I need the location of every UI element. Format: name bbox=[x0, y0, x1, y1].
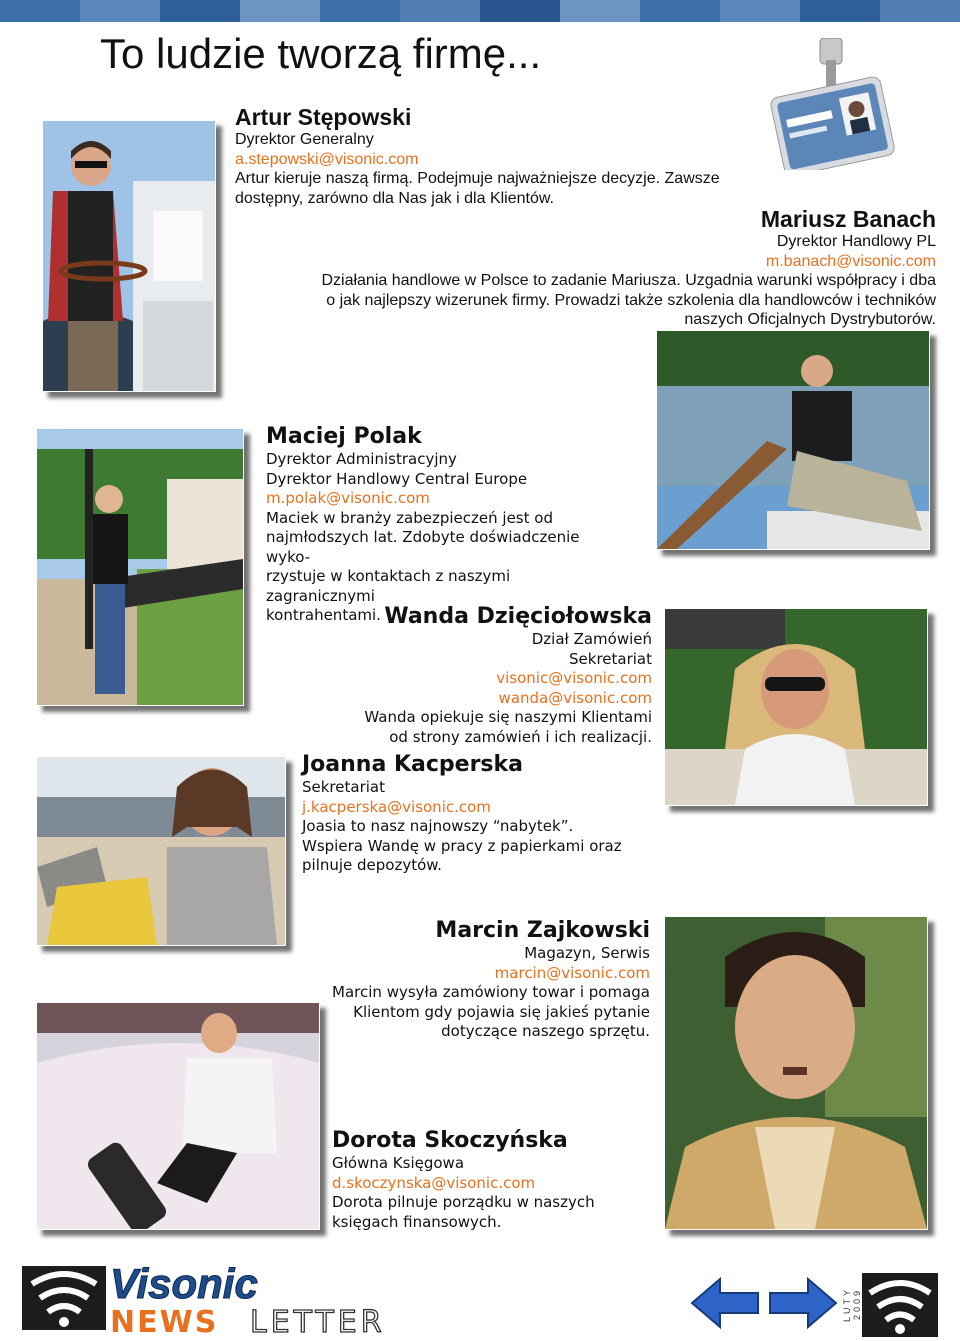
email-link[interactable]: marcin@visonic.com bbox=[494, 963, 650, 982]
logo-letter: LETTER bbox=[250, 1305, 386, 1334]
person-bio-line: kontrahentami. bbox=[266, 606, 381, 624]
person-bio-line: pilnuje depozytów. bbox=[302, 856, 442, 874]
person-role: Dyrektor Generalny bbox=[235, 131, 374, 148]
email-link[interactable]: wanda@visonic.com bbox=[498, 688, 652, 707]
person-role: Dyrektor Handlowy PL bbox=[776, 233, 936, 250]
person-role: Sekretariat bbox=[569, 649, 652, 668]
person-bio-line: Działania handlowe w Polsce to zadanie Mariusza. Uzgadnia warunki współpracy i dba bbox=[321, 272, 936, 289]
person-wanda-dzieciolowska bbox=[340, 604, 652, 747]
next-page-button[interactable] bbox=[768, 1276, 838, 1330]
email-link[interactable]: j.kacperska@visonic.com bbox=[302, 797, 491, 816]
person-bio-line: dotyczące naszego sprzętu. bbox=[441, 1022, 650, 1040]
logo-word: Visonic bbox=[110, 1262, 258, 1307]
prev-page-button[interactable] bbox=[690, 1276, 760, 1330]
person-mariusz-banach bbox=[300, 206, 936, 330]
photo-joanna-kacperska bbox=[36, 756, 286, 946]
person-bio-line: o jak najlepszy wizerunek firmy. Prowadzi także szkolenia dla handlowców i techników bbox=[326, 291, 936, 309]
person-bio-line: Wspiera Wandę w pracy z papierkami oraz bbox=[302, 836, 622, 855]
person-maciej-polak bbox=[266, 424, 616, 626]
logo-news: NEWS bbox=[110, 1305, 219, 1334]
arrow-right-icon bbox=[768, 1276, 838, 1330]
person-role: Główna Księgowa bbox=[332, 1154, 465, 1172]
visonic-wave-icon bbox=[862, 1273, 938, 1337]
person-bio-line: od strony zamówień i ich realizacji. bbox=[389, 727, 652, 746]
email-link[interactable]: a.stepowski@visonic.com bbox=[235, 150, 419, 168]
photo-dorota-skoczynska bbox=[36, 1002, 320, 1230]
photo-marcin-zajkowski bbox=[664, 916, 928, 1230]
person-bio-line: Dorota pilnuje porządku w naszych bbox=[332, 1193, 595, 1211]
email-link[interactable]: m.banach@visonic.com bbox=[765, 252, 936, 270]
photo-wanda-dzieciolowska bbox=[664, 608, 928, 806]
person-bio-line: naszych Oficjalnych Dystrybutorów. bbox=[684, 311, 936, 328]
person-role: Magazyn, Serwis bbox=[524, 944, 650, 962]
issue-date: LUTY 2009 bbox=[842, 1286, 862, 1322]
person-name: Dorota Skoczyńska bbox=[332, 1128, 568, 1153]
person-bio-line: księgach finansowych. bbox=[332, 1212, 502, 1231]
photo-mariusz-banach bbox=[656, 330, 930, 550]
person-bio-line: Marcin wysyła zamówiony towar i pomaga bbox=[332, 983, 650, 1001]
visonic-newsletter-logo bbox=[22, 1262, 442, 1334]
page-title: To ludzie tworzą firmę... bbox=[100, 30, 542, 77]
person-marcin-zajkowski bbox=[330, 918, 650, 1042]
arrow-left-icon bbox=[690, 1276, 760, 1330]
person-role: Dyrektor Handlowy Central Europe bbox=[266, 469, 528, 488]
person-dorota-skoczynska bbox=[332, 1128, 632, 1232]
person-bio-line: rzystuje w kontaktach z naszymi zagranicznymi bbox=[266, 567, 511, 605]
photo-artur-stepowski bbox=[42, 120, 216, 392]
person-bio-line: Wanda opiekuje się naszymi Klientami bbox=[364, 708, 652, 726]
person-bio-line: dostępny, zarówno dla Nas jak i dla Klientów. bbox=[235, 189, 554, 207]
person-artur-stepowski bbox=[235, 104, 735, 208]
id-badge-image bbox=[768, 38, 902, 170]
person-bio-line: najmłodszych lat. Zdobyte doświadczenie wyko- bbox=[266, 528, 580, 566]
person-joanna-kacperska bbox=[302, 752, 632, 876]
email-link[interactable]: visonic@visonic.com bbox=[496, 669, 652, 687]
person-bio-line: Maciek w branży zabezpieczeń jest od bbox=[266, 508, 553, 527]
person-role: Sekretariat bbox=[302, 778, 385, 796]
photo-maciej-polak bbox=[36, 428, 244, 706]
person-bio-line: Klientom gdy pojawia się jakieś pytanie bbox=[353, 1002, 650, 1021]
person-bio-line: Artur kieruje naszą firmą. Podejmuje najważniejsze decyzje. Zawsze bbox=[235, 170, 720, 187]
person-name: Wanda Dzięciołowska bbox=[384, 604, 652, 629]
person-role: Dyrektor Administracyjny bbox=[266, 450, 457, 468]
email-link[interactable]: m.polak@visonic.com bbox=[266, 489, 430, 507]
email-link[interactable]: d.skoczynska@visonic.com bbox=[332, 1173, 536, 1192]
person-name: Marcin Zajkowski bbox=[435, 918, 650, 943]
top-decorative-bar bbox=[0, 0, 960, 22]
person-bio-line: Joasia to nasz najnowszy “nabytek”. bbox=[302, 817, 574, 835]
person-name: Artur Stępowski bbox=[235, 104, 412, 130]
person-name: Maciej Polak bbox=[266, 424, 422, 449]
person-role: Dział Zamówień bbox=[531, 630, 652, 648]
person-name: Mariusz Banach bbox=[760, 206, 936, 232]
person-name: Joanna Kacperska bbox=[302, 752, 523, 777]
